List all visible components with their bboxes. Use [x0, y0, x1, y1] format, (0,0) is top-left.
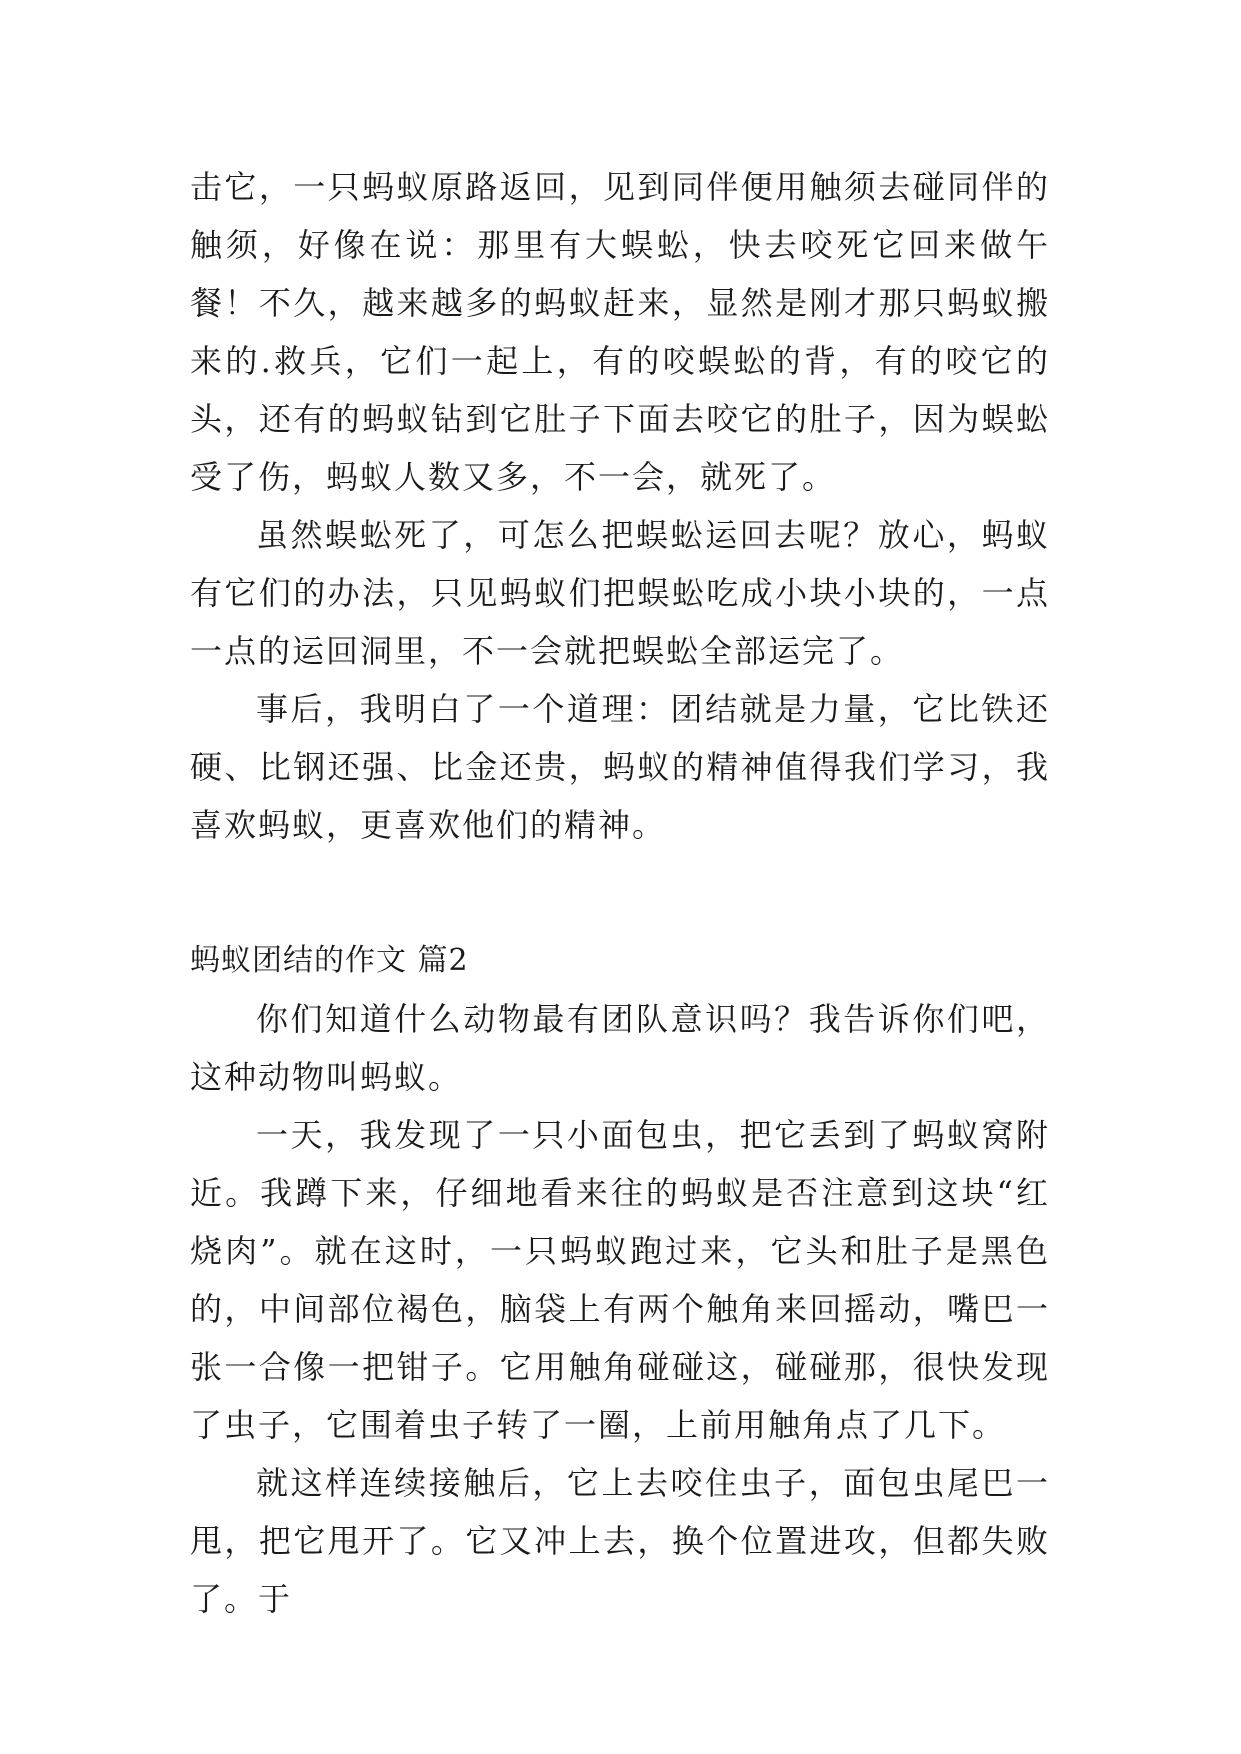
paragraph-2: 虽然蜈蚣死了，可怎么把蜈蚣运回去呢？放心，蚂蚁有它们的办法，只见蚂蚁们把蜈蚣吃成小块小块的，一点一点的运回洞里，不一会就把蜈蚣全部运完了。	[190, 516, 1050, 670]
paragraph-6: 就这样连续接触后，它上去咬住虫子，面包虫尾巴一甩，把它甩开了。它又冲上去，换个位置进攻，但都失败了。于	[190, 1464, 1050, 1618]
paragraph-5: 一天，我发现了一只小面包虫，把它丢到了蚂蚁窝附近。我蹲下来，仔细地看来往的蚂蚁是否注意到这块“红烧肉”。就在这时，一只蚂蚁跑过来，它头和肚子是黑色的，中间部位褐色，脑袋上有两个触角来回摇动，嘴巴一张一合像一把钳子。它用触角碰碰这，碰碰那，很快发现了虫子，它围着虫子转了一圈，上前用触角点了几下。	[190, 1116, 1050, 1444]
document-body	[190, 158, 1050, 1628]
paragraph-4: 你们知道什么动物最有团队意识吗？我告诉你们吧，这种动物叫蚂蚁。	[190, 1000, 1050, 1096]
paragraph-3: 事后，我明白了一个道理：团结就是力量，它比铁还硬、比钢还强、比金还贵，蚂蚁的精神值得我们学习，我喜欢蚂蚁，更喜欢他们的精神。	[190, 690, 1050, 844]
paragraph-1: 击它，一只蚂蚁原路返回，见到同伴便用触须去碰同伴的触须，好像在说：那里有大蜈蚣，快去咬死它回来做午餐！不久，越来越多的蚂蚁赶来，显然是刚才那只蚂蚁搬来的.救兵，它们一起上，有的咬蜈蚣的背，有的咬它的头，还有的蚂蚁钻到它肚子下面去咬它的肚子，因为蜈蚣受了伤，蚂蚁人数又多，不一会，就死了。	[190, 168, 1050, 496]
section-heading: 蚂蚁团结的作文 篇2	[190, 943, 469, 978]
